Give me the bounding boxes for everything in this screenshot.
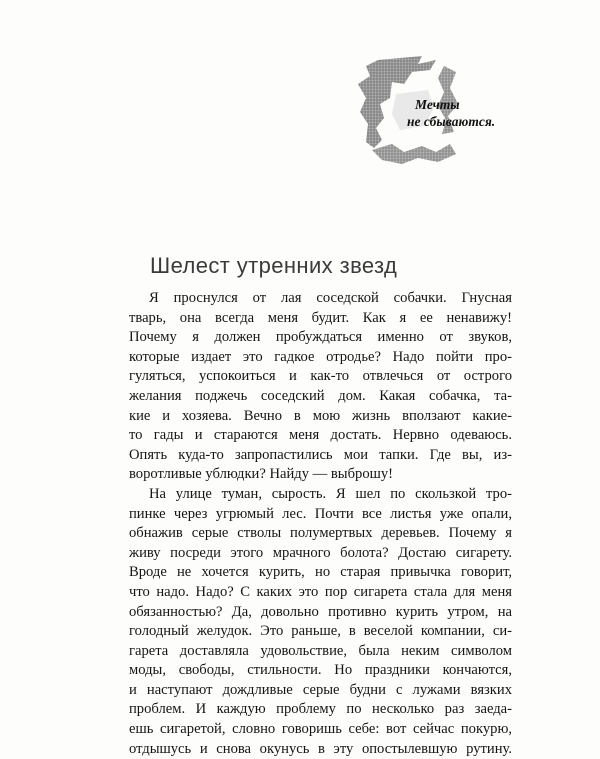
text-line: гарета доставляла удовольствие, была неким символом bbox=[129, 642, 512, 659]
text-line: проблем. И каждую проблему по несколько раз заеда- bbox=[129, 701, 512, 718]
epigraph-line-2: не сбываются. bbox=[407, 114, 496, 129]
paragraph-1 bbox=[129, 289, 512, 485]
text-line: живу посреди этого мрачного болота? Достаю сигарету. bbox=[129, 544, 512, 561]
text-line: голодный желудок. Это раньше, в веселой компании, си- bbox=[129, 623, 512, 640]
text-line: и наступают дождливые серые будни с лужами вязких bbox=[129, 681, 512, 698]
text-line: кие и хозяева. Вечно в мою жизнь вползают какие- bbox=[129, 407, 512, 424]
text-line: воротливые ублюдки? Найду — выброшу! bbox=[129, 466, 394, 483]
text-line: Я проснулся от лая соседской собачки. Гнусная bbox=[149, 290, 512, 306]
text-line: которые издает это гадкое отродье? Надо пойти про- bbox=[129, 348, 512, 365]
epigraph bbox=[403, 96, 513, 130]
text-line: обнажив серые стволы полумертвых деревьев. Почему я bbox=[129, 525, 512, 542]
text-line: отдышусь и снова окунусь в эту опостылевшую рутину. bbox=[129, 740, 512, 757]
text-line: ешь сигаретой, словно говоришь себе: вот сейчас покурю, bbox=[129, 721, 512, 738]
chapter-title: Шелест утренних звезд bbox=[150, 253, 398, 278]
text-line: гуляться, успокоиться и как-то отвлечься от острого bbox=[129, 368, 512, 385]
chapter-text bbox=[129, 289, 512, 759]
text-line: что надо. Надо? С каких это пор сигарета стала для меня bbox=[129, 583, 512, 600]
text-line: На улице туман, сырость. Я шел по скользкой тро- bbox=[149, 485, 512, 502]
text-line: желания поджечь соседский дом. Какая собачка, та- bbox=[129, 387, 512, 404]
text-line: Опять куда-то запропастились мои тапки. Где вы, из- bbox=[129, 446, 512, 463]
text-line: то гады и стараются меня достать. Нервно одеваюсь. bbox=[129, 427, 512, 444]
paragraph-2 bbox=[129, 485, 512, 759]
text-line: Почему я должен пробуждаться именно от звуков, bbox=[129, 329, 512, 346]
text-line: обязанностью? Да, довольно противно курить утром, на bbox=[129, 603, 512, 620]
text-line: тварь, она всегда меня будит. Как я ее ненавижу! bbox=[129, 309, 512, 326]
text-line: пинке через угрюмый лес. Почти все листья уже опали, bbox=[129, 505, 512, 522]
text-line: моды, свободы, стильности. Но праздники кончаются, bbox=[129, 662, 512, 679]
epigraph-line-1: Мечты bbox=[415, 97, 460, 112]
text-line: Вроде не хочется курить, но старая привычка говорит, bbox=[129, 564, 512, 581]
